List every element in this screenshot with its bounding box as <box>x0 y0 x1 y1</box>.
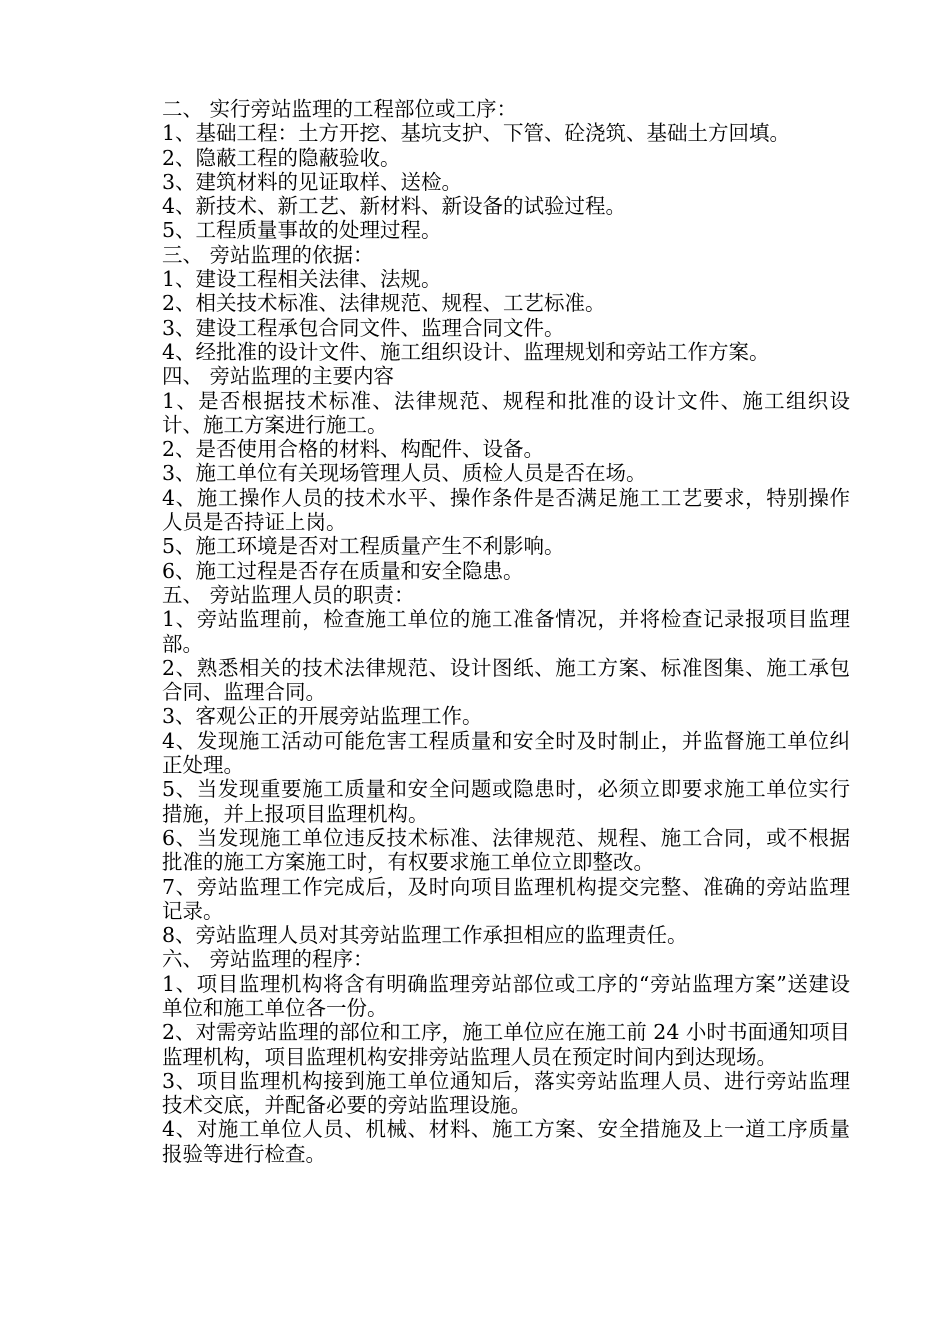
list-item: 3、建筑材料的见证取样、送检。 <box>162 169 463 194</box>
list-item: 4、新技术、新工艺、新材料、新设备的试验过程。 <box>162 194 627 219</box>
section-heading: 五、 旁站监理人员的职责： <box>162 582 415 607</box>
list-item: 6、施工过程是否存在质量和安全隐患。 <box>162 558 524 583</box>
list-item: 1、项目监理机构将含有明确监理旁站部位或工序的“旁站监理方案”送建设单位和施工单位各一份。 <box>162 971 850 1020</box>
list-item: 4、经批准的设计文件、施工组织设计、监理规划和旁站工作方案。 <box>162 339 770 364</box>
list-item: 2、隐蔽工程的隐蔽验收。 <box>162 145 401 170</box>
list-item: 7、旁站监理工作完成后，及时向项目监理机构提交完整、准确的旁站监理记录。 <box>162 874 850 923</box>
list-item: 2、对需旁站监理的部位和工序，施工单位应在施工前 24 小时书面通知项目监理机构，项目监理机构安排旁站监理人员在预定时间内到达现场。 <box>162 1020 850 1069</box>
list-item: 8、旁站监理人员对其旁站监理工作承担相应的监理责任。 <box>162 923 688 948</box>
list-item: 3、项目监理机构接到施工单位通知后，落实旁站监理人员、进行旁站监理技术交底，并配备必要的旁站监理设施。 <box>162 1068 850 1118</box>
list-item: 4、发现施工活动可能危害工程质量和安全时及时制止，并监督施工单位纠正处理。 <box>162 728 850 778</box>
list-item: 1、建设工程相关法律、法规。 <box>162 267 442 292</box>
list-item: 3、建设工程承包合同文件、监理合同文件。 <box>162 315 565 340</box>
list-item: 3、客观公正的开展旁站监理工作。 <box>162 704 483 729</box>
list-item: 5、当发现重要施工质量和安全问题或隐患时，必须立即要求施工单位实行措施，并上报项目监理机构。 <box>162 777 850 826</box>
list-item: 4、对施工单位人员、机械、材料、施工方案、安全措施及上一道工序质量报验等进行检查。 <box>162 1117 850 1166</box>
list-item: 1、旁站监理前，检查施工单位的施工准备情况，并将检查记录报项目监理部。 <box>162 607 850 656</box>
document-body <box>162 97 850 1166</box>
list-item: 1、基础工程：土方开挖、基坑支护、下管、砼浇筑、基础土方回填。 <box>162 121 791 146</box>
list-item: 1、是否根据技术标准、法律规范、规程和批准的设计文件、施工组织设计、施工方案进行施工。 <box>162 388 850 437</box>
list-item: 2、是否使用合格的材料、构配件、设备。 <box>162 437 545 462</box>
list-item: 6、当发现施工单位违反技术标准、法律规范、规程、施工合同，或不根据批准的施工方案施工时，有权要求施工单位立即整改。 <box>162 825 850 875</box>
list-item: 5、工程质量事故的处理过程。 <box>162 218 442 243</box>
section-heading: 三、 旁站监理的依据： <box>162 242 374 267</box>
list-item: 5、施工环境是否对工程质量产生不利影响。 <box>162 534 565 559</box>
list-item: 2、相关技术标准、法律规范、规程、工艺标准。 <box>162 291 606 316</box>
section-heading: 四、 旁站监理的主要内容 <box>162 364 395 389</box>
list-item: 2、熟悉相关的技术法律规范、设计图纸、施工方案、标准图集、施工承包合同、监理合同。 <box>162 655 850 705</box>
section-heading: 六、 旁站监理的程序： <box>162 947 374 972</box>
list-item: 3、施工单位有关现场管理人员、质检人员是否在场。 <box>162 461 647 486</box>
section-heading: 二、 实行旁站监理的工程部位或工序： <box>162 97 518 121</box>
list-item: 4、施工操作人员的技术水平、操作条件是否满足施工工艺要求，特别操作人员是否持证上岗。 <box>162 485 850 535</box>
